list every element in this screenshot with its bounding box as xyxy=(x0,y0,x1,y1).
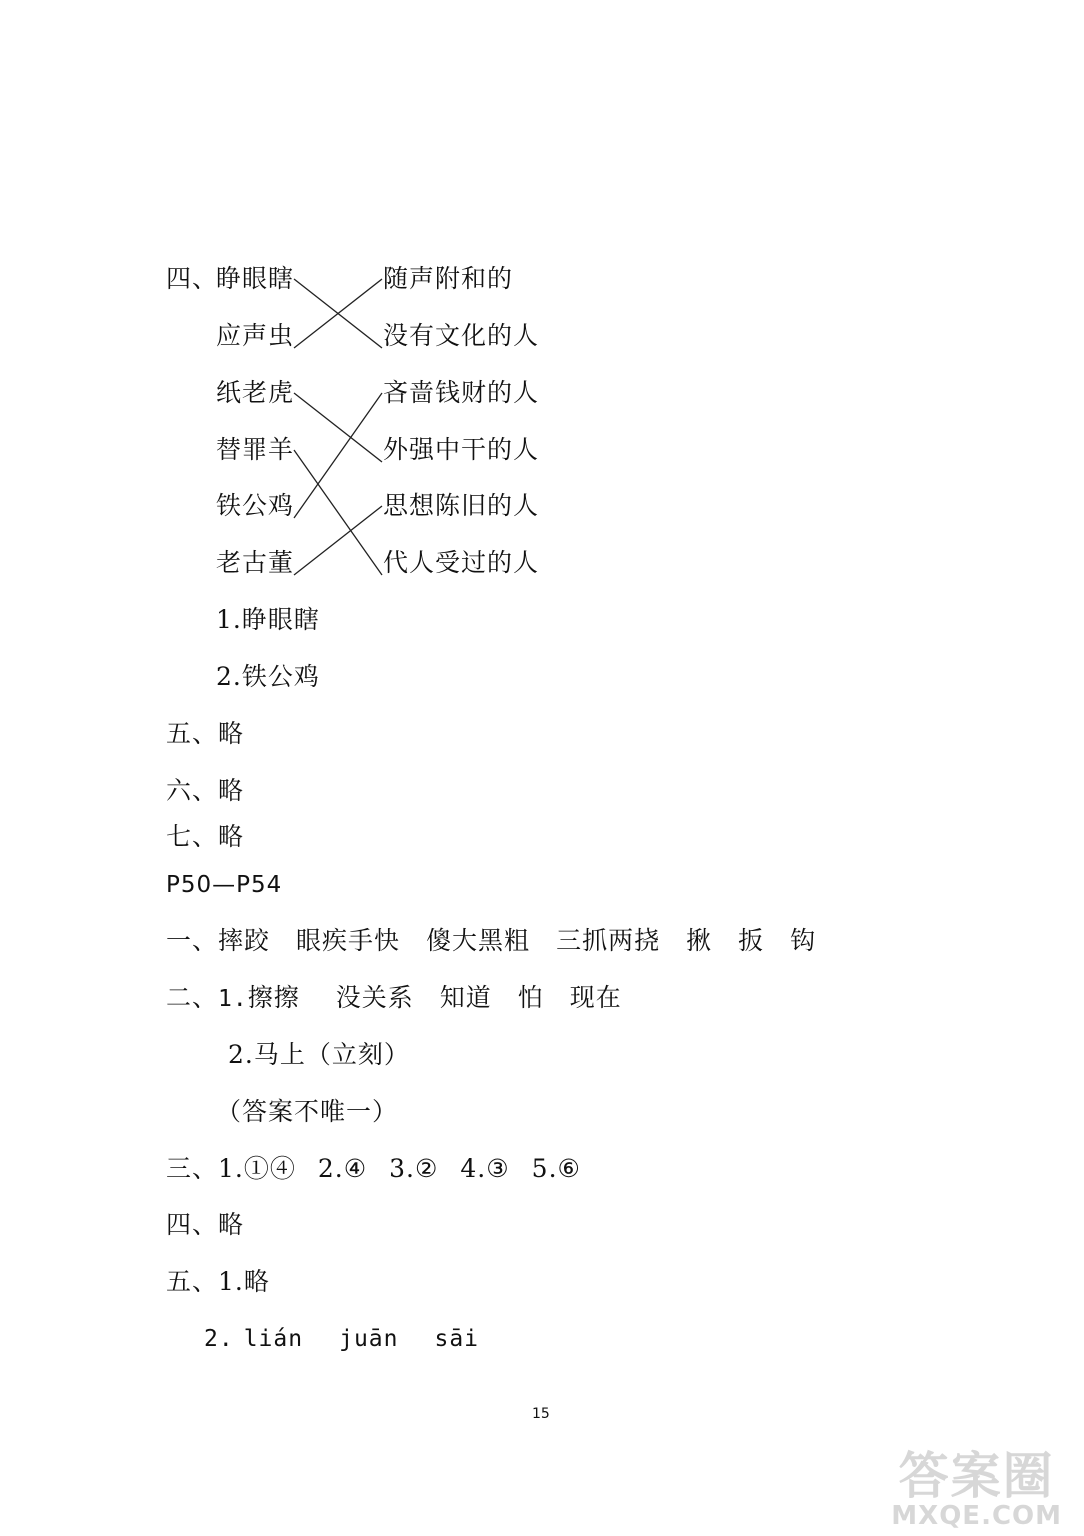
q4-line: 四、略 xyxy=(166,1210,245,1239)
q2-item: 现在 xyxy=(569,983,622,1012)
q1-item: 揪 xyxy=(686,926,713,955)
q2-prefix: 1. xyxy=(218,986,248,1012)
left-term: 铁公鸡 xyxy=(216,491,295,520)
q1-item: 眼疾手快 xyxy=(296,926,401,955)
page-number: 15 xyxy=(532,1406,550,1422)
q1-item: 扳 xyxy=(738,926,765,955)
q3-item: 4.③ xyxy=(460,1154,510,1183)
match-line xyxy=(294,506,382,575)
q2-line1 xyxy=(166,983,622,1014)
right-term: 吝啬钱财的人 xyxy=(383,378,540,407)
q2-item: 怕 xyxy=(517,983,544,1012)
q2-label: 二、 xyxy=(166,983,219,1012)
sub-answer: 2.铁公鸡 xyxy=(216,662,320,691)
match-line xyxy=(294,450,382,575)
watermark-url: MXQE.COM xyxy=(891,1501,1062,1531)
right-term: 没有文化的人 xyxy=(383,321,540,350)
left-term: 替罪羊 xyxy=(216,435,295,464)
q2-line2: 2.马上（立刻） xyxy=(228,1040,410,1069)
q2-item: 知道 xyxy=(439,983,492,1012)
right-term: 随声附和的 xyxy=(383,264,514,293)
section-4-heading: 四、 xyxy=(166,264,219,293)
left-term: 老古董 xyxy=(216,548,295,577)
q2-item: 没关系 xyxy=(335,983,414,1012)
q1-item: 钩 xyxy=(790,926,817,955)
q2-item: 擦擦 xyxy=(247,983,300,1012)
right-term: 外强中干的人 xyxy=(383,435,540,464)
q1-label: 一、 xyxy=(166,926,219,955)
watermark-title: 答案圈 xyxy=(898,1447,1055,1505)
answer-line: 七、略 xyxy=(166,822,245,851)
q5-line1: 五、1.略 xyxy=(166,1267,270,1296)
watermark-logo xyxy=(891,1447,1062,1531)
q3-line xyxy=(166,1154,581,1184)
answer-line: 六、略 xyxy=(166,776,245,805)
pinyin-item: lián xyxy=(243,1326,304,1352)
match-line xyxy=(294,393,382,462)
pinyin-item: sāi xyxy=(434,1326,480,1352)
q3-item: 5.⑥ xyxy=(531,1154,581,1183)
q3-item: 2.④ xyxy=(317,1154,368,1183)
q5-line2 xyxy=(204,1324,479,1354)
right-term: 思想陈旧的人 xyxy=(383,491,540,520)
q1-item: 三抓两挠 xyxy=(556,926,661,955)
match-line xyxy=(294,393,382,518)
pinyin-item: juān xyxy=(339,1326,399,1352)
page-range: P50—P54 xyxy=(166,872,283,898)
match-line xyxy=(294,279,382,348)
left-term: 睁眼瞎 xyxy=(216,264,295,293)
q3-label: 三、 xyxy=(166,1154,219,1183)
answer-line: 五、略 xyxy=(166,719,245,748)
left-term: 应声虫 xyxy=(216,321,295,350)
match-line xyxy=(294,279,382,348)
q1-line xyxy=(166,926,816,956)
q1-item: 傻大黑粗 xyxy=(426,926,531,955)
right-term: 代人受过的人 xyxy=(383,548,540,577)
q1-item: 摔跤 xyxy=(218,926,271,955)
q2-note: （答案不唯一） xyxy=(216,1097,399,1126)
q3-item: 3.② xyxy=(389,1154,439,1183)
q3-item: 1.①④ xyxy=(218,1154,296,1183)
left-term: 纸老虎 xyxy=(216,378,295,407)
sub-answer: 1.睁眼瞎 xyxy=(216,605,320,634)
q5-prefix: 2. xyxy=(204,1326,234,1352)
